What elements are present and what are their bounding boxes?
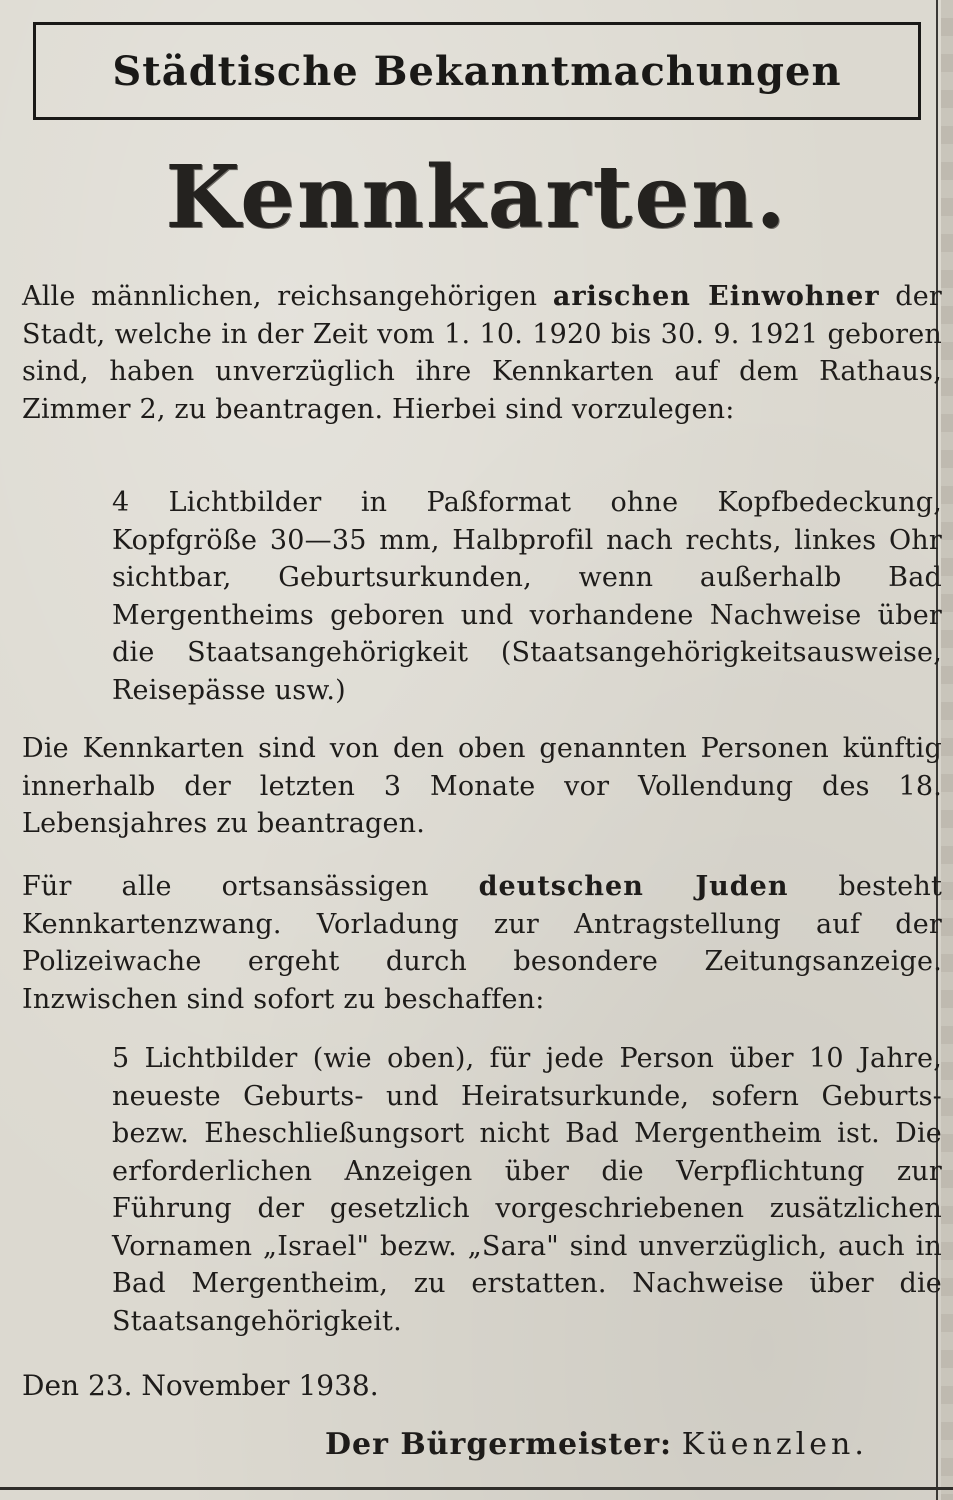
section-title: Städtische Bekanntmachungen (112, 47, 842, 95)
paragraph-jewish-residents: Für alle ortsansässigen deutschen Juden besteht Kennkartenzwang. Vorladung zur Antragstellung auf der Polizeiwache ergeht durch besondere Zeitungsanzeige. Inzwischen sind sofort zu beschaffen: (22, 871, 942, 1015)
bottom-rule (0, 1487, 953, 1490)
requirements-list-2: 5 Lichtbilder (wie oben), für jede Person über 10 Jahre, neueste Geburts- und Heiratsurkunde, sofern Geburts- bezw. Eheschließungsort nicht Bad Mergentheim ist. Die erforderlichen Anzeigen über die Verpflichtung zur Führung der gesetzlich vorgeschriebenen zusätzlichen Vornamen „Israel" bezw. „Sara" sind unverzüglich, auch in Bad Mergentheim, zu erstatten. Nachweise über die Staatsangehörigkeit. (112, 1043, 942, 1337)
notice-title: Kennkarten. (165, 147, 788, 248)
paragraph-aryan-residents: Alle männlichen, reichsangehörigen arischen Einwohner der Stadt, welche in der Zeit vom 1. 10. 1920 bis 30. 9. 1921 geboren sind, haben unverzüglich ihre Kennkarten auf dem Rathaus, Zimmer 2, zu beantragen. Hierbei sind vorzulegen: (22, 281, 942, 425)
emphasis-jewish-residents: deutschen Juden (478, 871, 789, 902)
signature-name: Küenzlen. (681, 1427, 868, 1462)
emphasis-aryan-residents: arischen Einwohner (552, 281, 880, 312)
requirements-list-1: 4 Lichtbilder in Paßformat ohne Kopfbedeckung, Kopfgröße 30—35 mm, Halbprofil nach rechts, linkes Ohr sichtbar, Geburtsurkunden, wenn außerhalb Bad Mergentheims geboren und vorhandene Nachweise über die Staatsangehörigkeit (Staatsangehörigkeitsausweise, Reisepässe usw.) (112, 487, 942, 706)
notice-date: Den 23. November 1938. (22, 1369, 379, 1402)
signature-role: Der Bürgermeister: (325, 1427, 673, 1462)
signature-line (325, 1423, 868, 1467)
paragraph-application-age: Die Kennkarten sind von den oben genannten Personen künftig innerhalb der letzten 3 Monate vor Vollendung des 18. Lebensjahres zu beantragen. (22, 733, 942, 839)
section-header-box (33, 22, 921, 120)
